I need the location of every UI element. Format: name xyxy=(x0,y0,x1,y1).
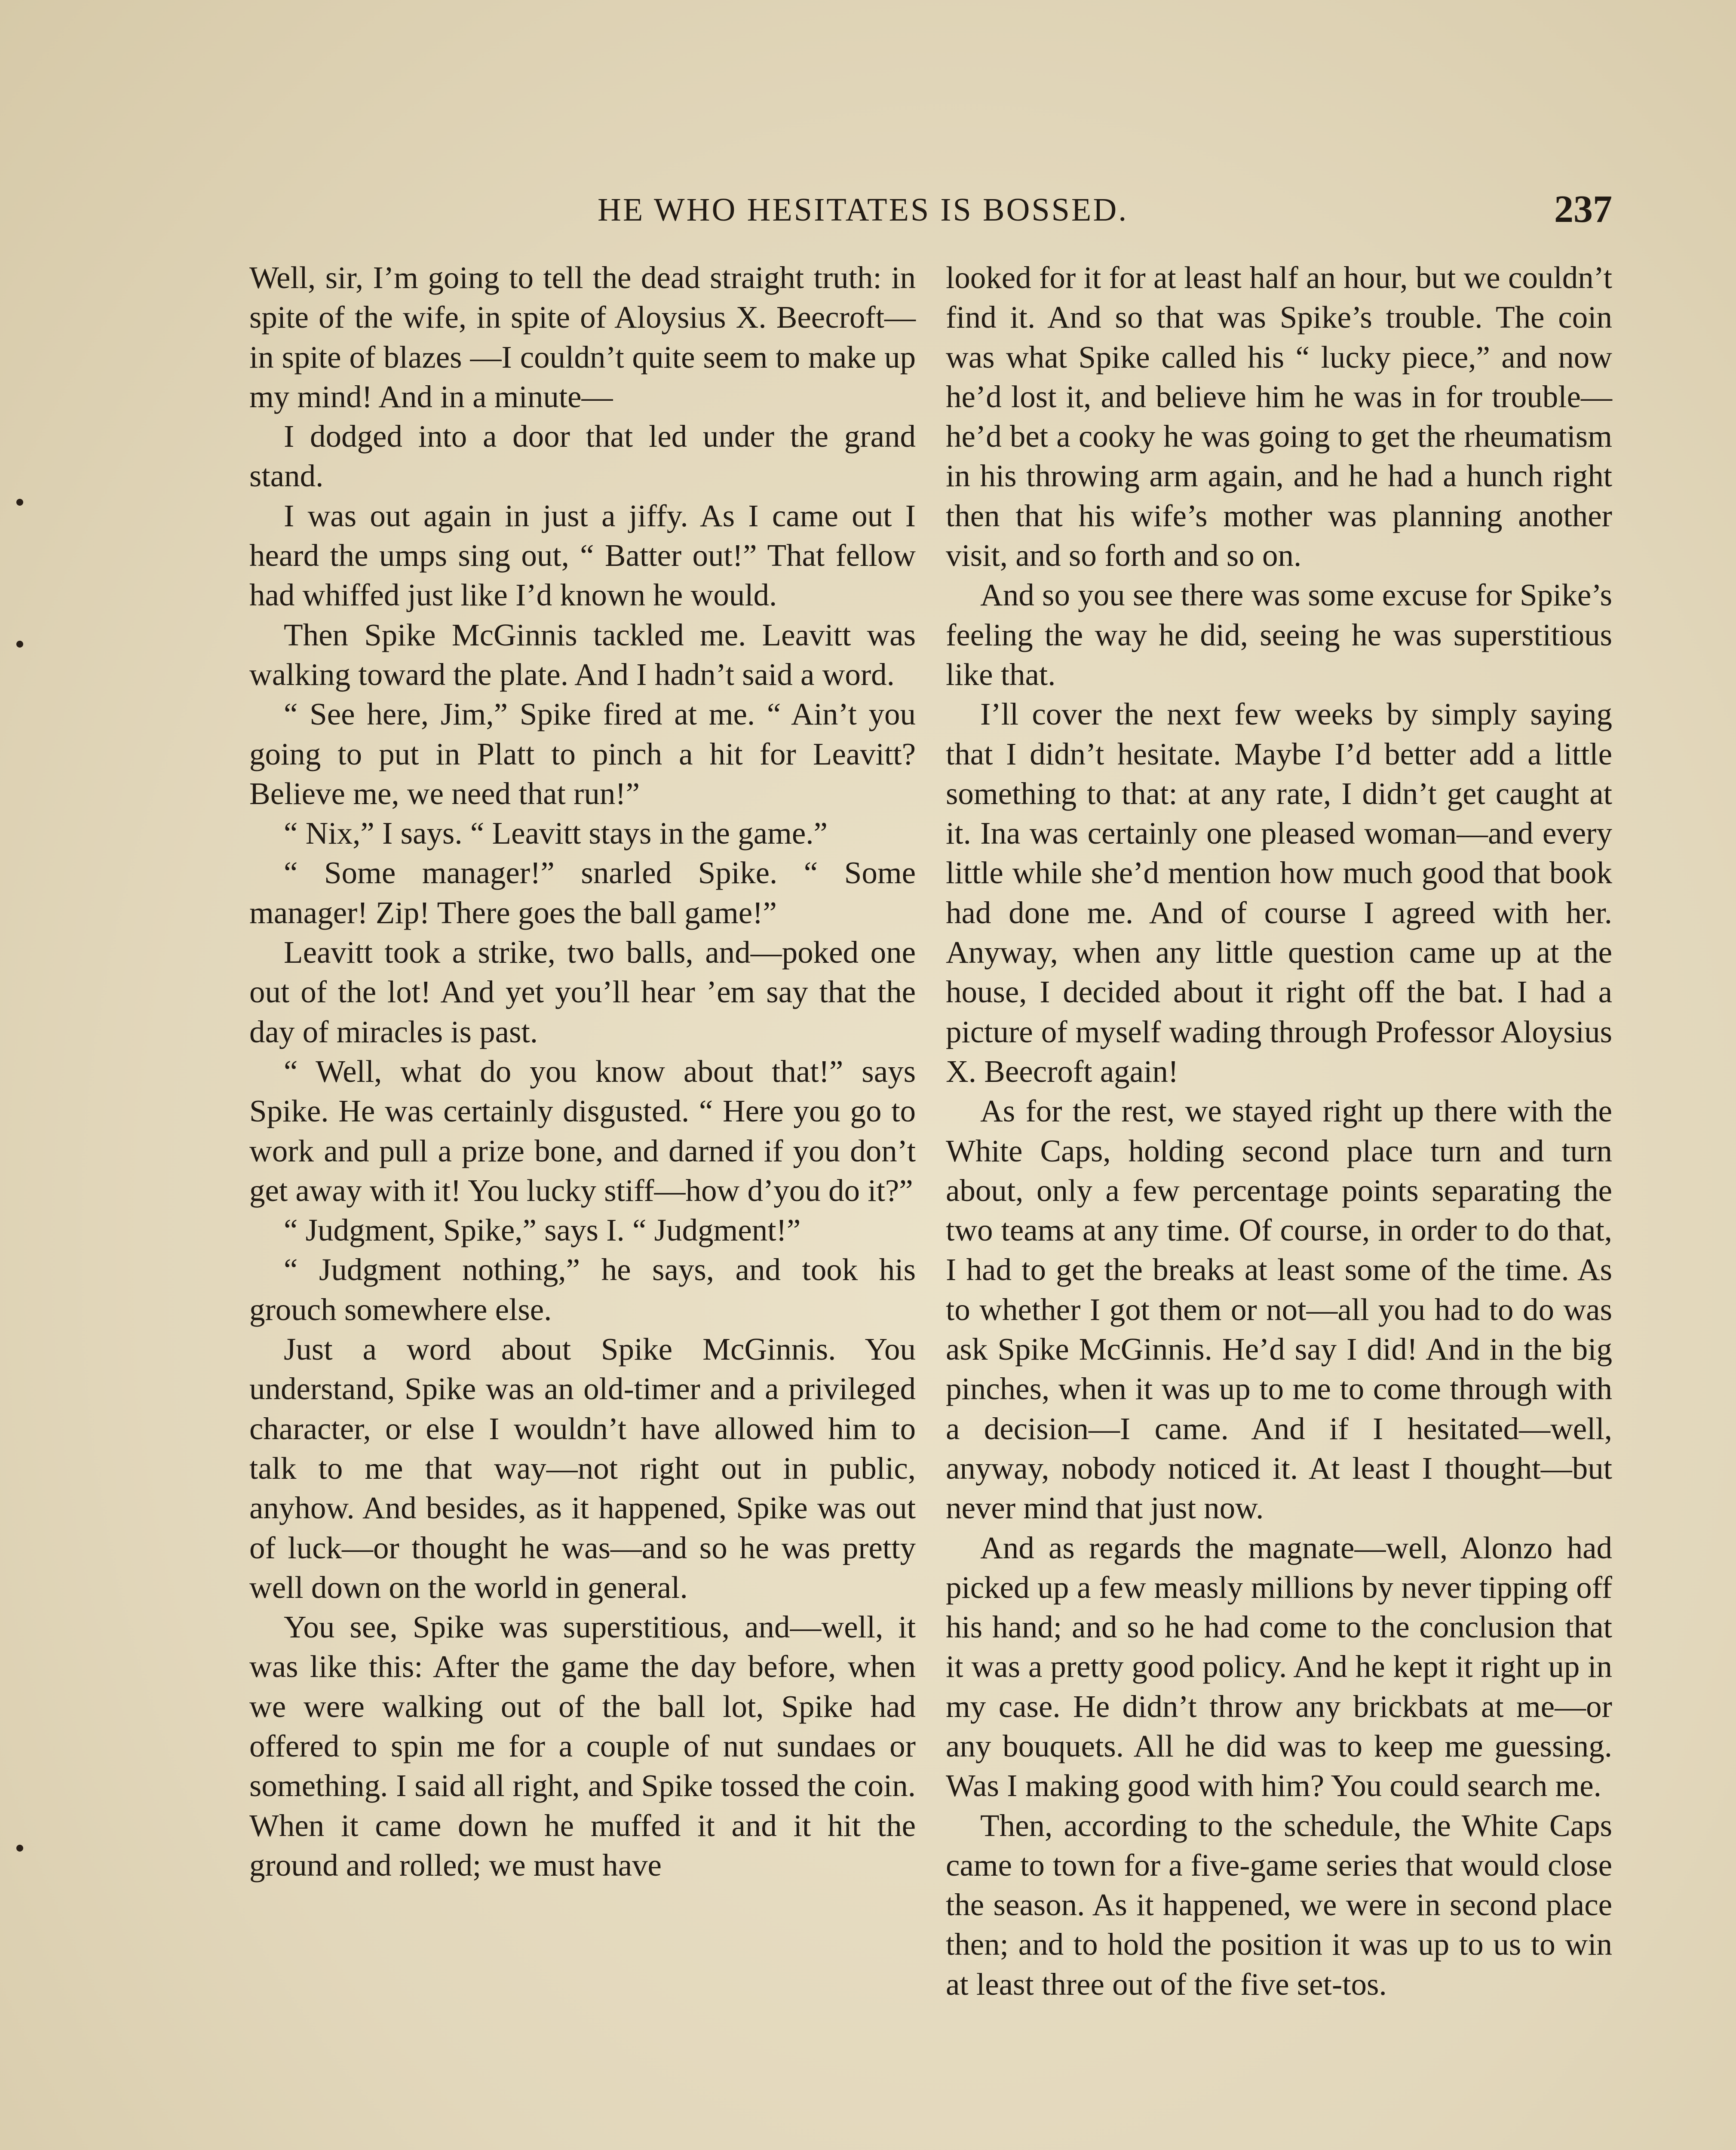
paragraph: “ Well, what do you know about that!” says Spike. He was certainly disgusted. “ Here you go to work and pull a prize bone, and darned if you don’t get away with it! You lucky stiff—how d’you do it?” xyxy=(249,1054,916,1208)
paragraph: Then, according to the schedule, the White Caps came to town for a five-game series that would close the season. As it happened, we were in second place then; and to hold the position it was up to us to win at least three out of the five set-tos. xyxy=(946,1808,1612,2002)
paragraph: As for the rest, we stayed right up there with the White Caps, holding second place turn and turn about, only a few percentage points separating the two teams at any time. Of course, in order to do that, I had to get the breaks at least some of the time. As to whether I got them or not—all you had to do was ask Spike McGinnis. He’d say I did! And in the big pinches, when it was up to me to come through with a decision—I came. And if I hesitated—well, anyway, nobody noticed it. At least I thought—but never mind that just now. xyxy=(946,1093,1612,1526)
paragraph: “ Judgment, Spike,” says I. “ Judgment!” xyxy=(284,1213,801,1248)
page-number: 237 xyxy=(1554,188,1612,230)
binding-hole-mark xyxy=(16,499,23,506)
paragraph: I dodged into a door that led under the grand stand. xyxy=(249,419,916,494)
binding-hole-mark xyxy=(16,1845,23,1852)
page-header xyxy=(598,183,1612,234)
paragraph: “ Judgment nothing,” he says, and took his grouch somewhere else. xyxy=(249,1252,916,1327)
left-column xyxy=(249,258,916,1885)
paragraph: And as regards the magnate—well, Alonzo had picked up a few measly millions by never tipping off his hand; and so he had come to the conclusion that it was a pretty good policy. And he kept it right up in my case. He didn’t throw any brickbats at me—or any bouquets. All he did was to keep me guessing. Was I making good with him? You could search me. xyxy=(946,1530,1612,1803)
paragraph: I was out again in just a jiffy. As I came out I heard the umps sing out, “ Batter out!” That fellow had whiffed just like I’d known he would. xyxy=(249,498,916,613)
paragraph: “ Some manager!” snarled Spike. “ Some manager! Zip! There goes the ball game!” xyxy=(249,855,916,930)
paragraph: Then Spike McGinnis tackled me. Leavitt was walking toward the plate. And I hadn’t said a word. xyxy=(249,617,916,692)
binding-hole-mark xyxy=(16,641,23,648)
paragraph: Leavitt took a strike, two balls, and—poked one out of the lot! And yet you’ll hear ’em say that the day of miracles is past. xyxy=(249,935,916,1049)
paragraph: looked for it for at least half an hour, but we couldn’t find it. And so that was Spike’s trouble. The coin was what Spike called his “ lucky piece,” and now he’d lost it, and believe him he was in for trouble—he’d bet a cooky he was going to get the rheumatism in his throwing arm again, and he had a hunch right then that his wife’s mother was planning another visit, and so forth and so on. xyxy=(946,260,1612,573)
paragraph: Just a word about Spike McGinnis. You understand, Spike was an old-timer and a privileged character, or else I wouldn’t have allowed him to talk to me that way—not right out in public, anyhow. And besides, as it happened, Spike was out of luck—or thought he was—and so he was pretty well down on the world in general. xyxy=(249,1332,916,1605)
paragraph: Well, sir, I’m going to tell the dead straight truth: in spite of the wife, in spite of Aloysius X. Beecroft—in spite of blazes —I couldn’t quite seem to make up my mind! And in a minute— xyxy=(249,260,916,414)
paragraph: And so you see there was some excuse for Spike’s feeling the way he did, seeing he was superstitious like that. xyxy=(946,577,1612,692)
right-column xyxy=(946,258,1612,2004)
paragraph: You see, Spike was superstitious, and—well, it was like this: After the game the day before, when we were walking out of the ball lot, Spike had offered to spin me for a couple of nut sundaes or something. I said all right, and Spike tossed the coin. When it came down he muffed it and it hit the ground and rolled; we must have xyxy=(249,1609,916,1883)
paragraph: “ Nix,” I says. “ Leavitt stays in the game.” xyxy=(284,816,828,851)
running-head: HE WHO HESITATES IS BOSSED. xyxy=(598,192,1129,228)
paragraph: I’ll cover the next few weeks by simply saying that I didn’t hesitate. Maybe I’d better add a little something to that: at any rate, I didn’t get caught at it. Ina was certainly one pleased woman—and every little while she’d mention how much good that book had done me. And of course I agreed with her. Anyway, when any little question came up at the house, I decided about it right off the bat. I had a picture of myself wading through Professor Aloysius X. Beecroft again! xyxy=(946,697,1612,1089)
paragraph: “ See here, Jim,” Spike fired at me. “ Ain’t you going to put in Platt to pinch a hit for Leavitt? Believe me, we need that run!” xyxy=(249,697,916,811)
